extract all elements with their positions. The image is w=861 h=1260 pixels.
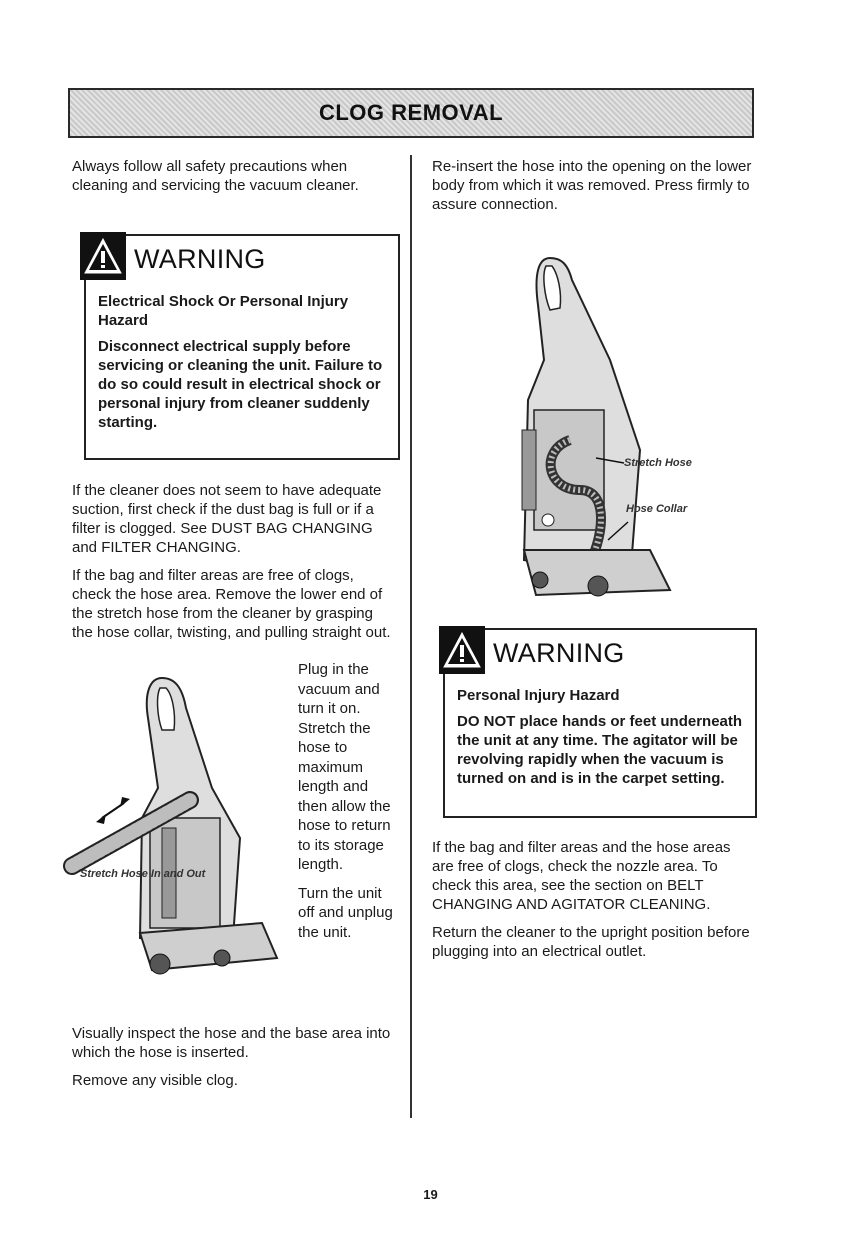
figure-label-hose-collar: Hose Collar <box>626 503 688 515</box>
vacuum-figure-stretch-hose <box>62 668 287 980</box>
left-bottom-paragraphs <box>72 1024 397 1099</box>
warning-body: Disconnect electrical supply before servicing or cleaning the unit. Failure to do so could result in electrical shock or personal injury from cleaner suddenly starting. <box>98 338 383 431</box>
warning-box-electrical <box>84 234 400 460</box>
column-divider <box>410 155 412 1118</box>
warning-title: WARNING <box>134 244 266 274</box>
figure-label-stretch-hose-right: Stretch Hose <box>624 457 692 469</box>
warning-triangle-icon <box>80 232 126 280</box>
intro-text: Always follow all safety precautions when cleaning and servicing the vacuum cleaner. <box>72 158 359 194</box>
left-paragraphs <box>72 481 397 651</box>
reinsert-paragraph: Re-insert the hose into the opening on the lower body from which it was removed. Press firmly to assure connection. <box>432 158 752 213</box>
warning-heading: Personal Injury Hazard <box>457 687 620 704</box>
hose-check-paragraph: If the bag and filter areas are free of clogs, check the hose area. Remove the lower end of the stretch hose from the cleaner by grasping the hose collar, twisting, and pulling straight out. <box>72 567 391 641</box>
warning-title: WARNING <box>493 638 625 668</box>
warning-body: DO NOT place hands or feet underneath the unit at any time. The agitator will be revolving rapidly when the vacuum is turned on and is in the carpet setting. <box>457 713 743 787</box>
right-bottom-paragraphs <box>432 838 752 970</box>
figure-label-stretch-hose: Stretch Hose In and Out <box>80 868 206 880</box>
left-side-text <box>298 660 398 951</box>
section-title: CLOG REMOVAL <box>318 100 504 125</box>
upright-paragraph: Return the cleaner to the upright position before plugging into an electrical outlet. <box>432 924 750 960</box>
warning-box-injury <box>443 628 757 818</box>
vacuum-figure-hose-collar <box>500 250 710 605</box>
section-header <box>68 88 754 138</box>
warning-heading: Electrical Shock Or Personal Injury Hazard <box>98 293 349 329</box>
page-number: 19 <box>423 1187 438 1202</box>
warning-triangle-icon <box>439 626 485 674</box>
inspect-paragraph: Visually inspect the hose and the base area into which the hose is inserted. <box>72 1025 391 1061</box>
side-instruction-2: Turn the unit off and unplug the unit. <box>298 884 393 941</box>
side-instruction-1: Plug in the vacuum and turn it on. Stretch the hose to maximum length and then allow the hose to return to its storage length. <box>298 661 391 873</box>
right-intro <box>432 157 752 223</box>
suction-paragraph: If the cleaner does not seem to have adequate suction, first check if the dust bag is full or if a filter is clogged. See DUST BAG CHANGING and FILTER CHANGING. <box>72 482 382 556</box>
left-intro <box>72 157 397 204</box>
nozzle-check-paragraph: If the bag and filter areas and the hose areas are free of clogs, check the nozzle area. To check this area, see the section on BELT CHANGING AND AGITATOR CLEANING. <box>432 839 731 913</box>
remove-clog-paragraph: Remove any visible clog. <box>72 1072 238 1089</box>
